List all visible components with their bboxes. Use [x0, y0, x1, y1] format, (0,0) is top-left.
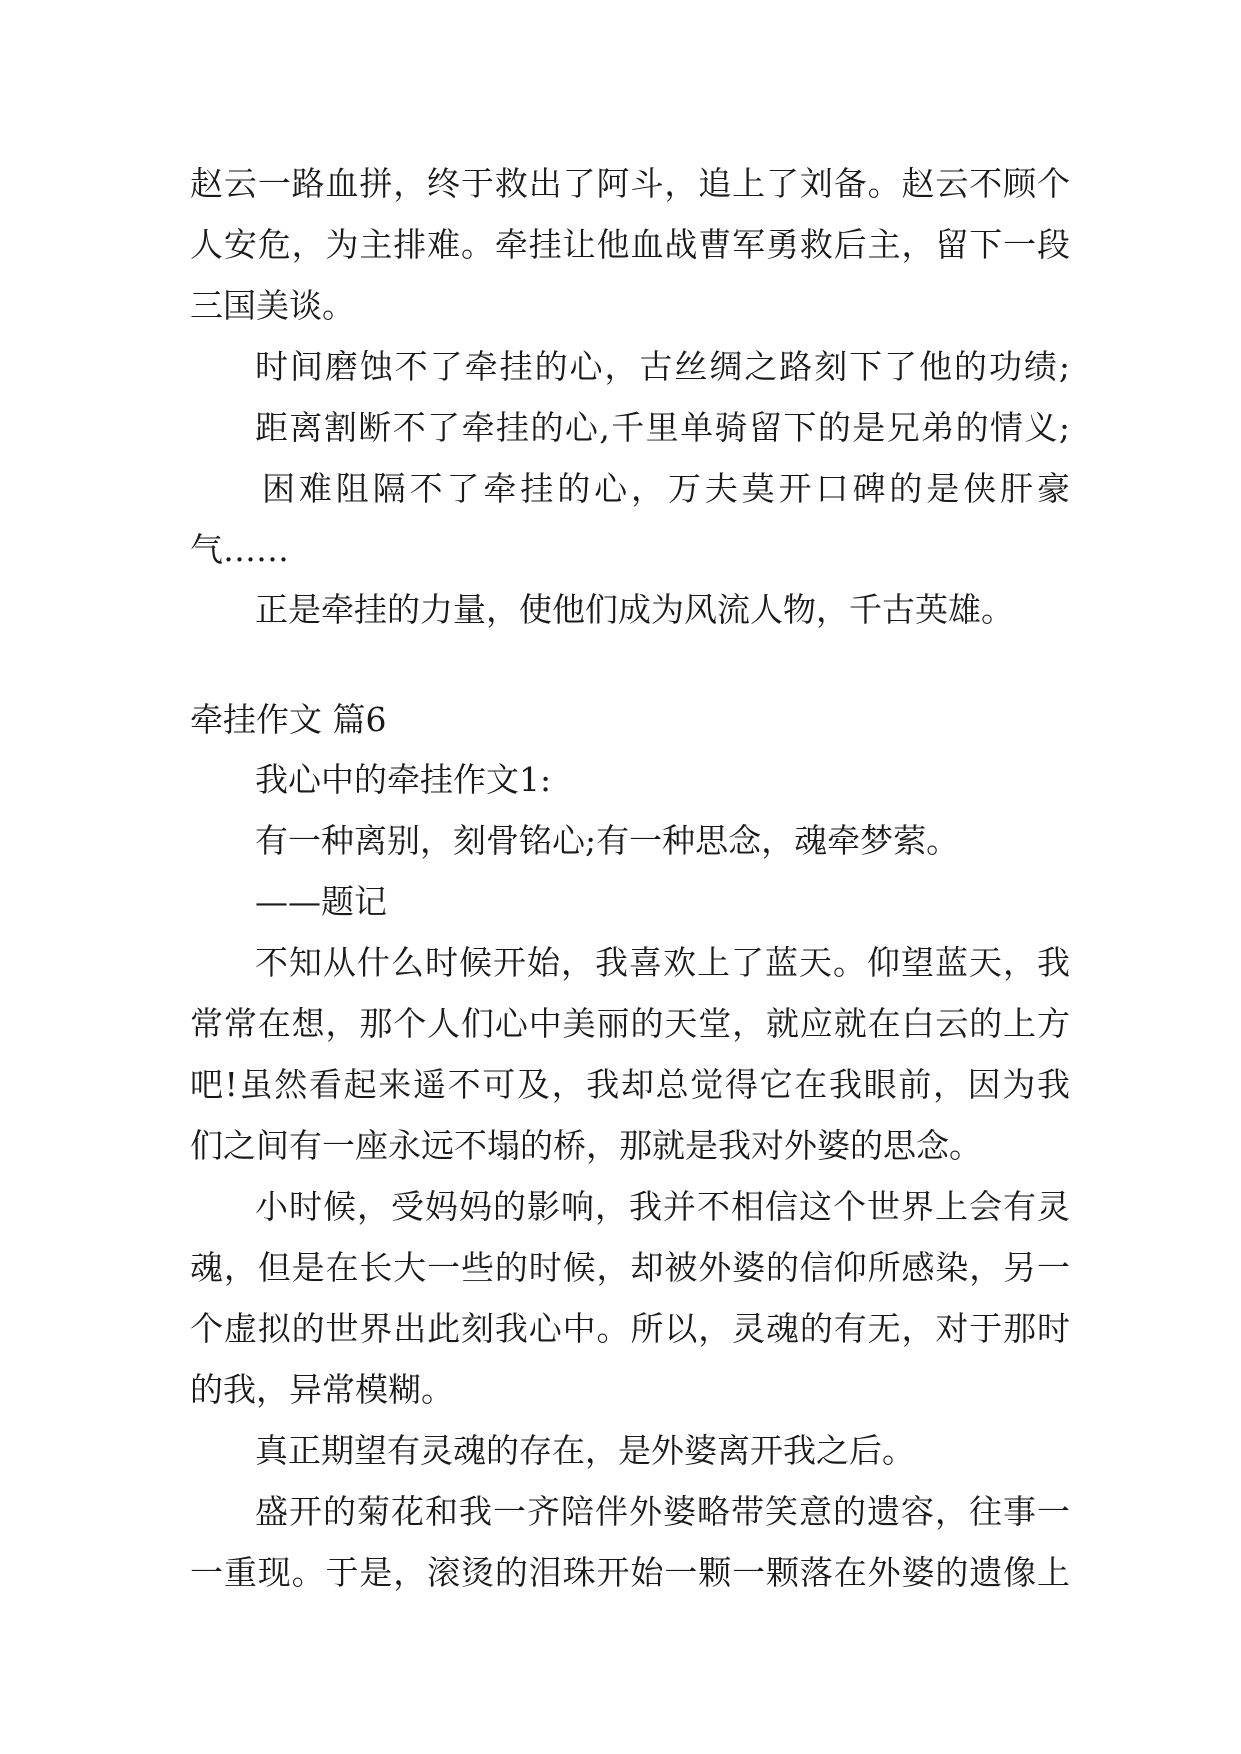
paragraph-line: 一重现。于是，滚烫的泪珠开始一颗一颗落在外婆的遗像上	[190, 1553, 1070, 1592]
paragraph-line: 个虚拟的世界出此刻我心中。所以，灵魂的有无，对于那时	[190, 1309, 1070, 1348]
paragraph-line: 正是牵挂的力量，使他们成为风流人物，千古英雄。	[255, 590, 1014, 629]
paragraph-line: 困难阻隔不了牵挂的心，万夫莫开口碑的是侠肝豪	[262, 469, 1070, 508]
paragraph-line: 盛开的菊花和我一齐陪伴外婆略带笑意的遗容，往事一	[255, 1492, 1070, 1531]
paragraph-line: 有一种离别，刻骨铭心;有一种思念，魂牵梦萦。	[255, 821, 960, 860]
paragraph-line: 魂，但是在长大一些的时候，却被外婆的信仰所感染，另一	[190, 1248, 1070, 1287]
paragraph-line: 气……	[190, 530, 289, 569]
paragraph-line: 们之间有一座永远不塌的桥，那就是我对外婆的思念。	[190, 1126, 982, 1165]
paragraph-line: 我心中的牵挂作文1:	[255, 760, 552, 799]
paragraph-line: 小时候，受妈妈的影响，我并不相信这个世界上会有灵	[255, 1187, 1070, 1226]
paragraph-line: 三国美谈。	[190, 286, 355, 325]
section-heading: 牵挂作文 篇6	[190, 700, 387, 739]
paragraph-line: 时间磨蚀不了牵挂的心，古丝绸之路刻下了他的功绩;	[255, 347, 1070, 386]
paragraph-line: 人安危，为主排难。牵挂让他血战曹军勇救后主，留下一段	[190, 225, 1070, 264]
paragraph-line: 真正期望有灵魂的存在，是外婆离开我之后。	[255, 1431, 915, 1470]
paragraph-line: 常常在想，那个人们心中美丽的天堂，就应就在白云的上方	[190, 1004, 1070, 1043]
paragraph-line: 的我，异常模糊。	[190, 1370, 454, 1409]
paragraph-line: 赵云一路血拼，终于救出了阿斗，追上了刘备。赵云不顾个	[190, 164, 1070, 203]
paragraph-line: 吧!虽然看起来遥不可及，我却总觉得它在我眼前，因为我	[190, 1065, 1070, 1104]
epigraph-note: ——题记	[255, 882, 387, 921]
paragraph-line: 距离割断不了牵挂的心,千里单骑留下的是兄弟的情义;	[255, 408, 1070, 447]
paragraph-line: 不知从什么时候开始，我喜欢上了蓝天。仰望蓝天，我	[255, 943, 1070, 982]
